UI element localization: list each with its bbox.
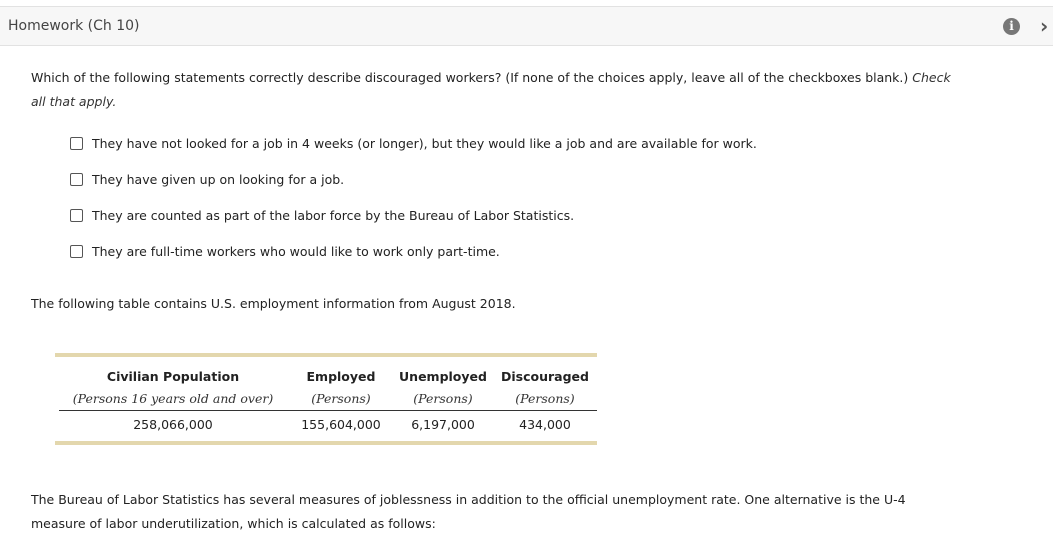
assignment-header bbox=[0, 6, 1053, 46]
col-unemployed-title: Unemployed bbox=[399, 369, 487, 384]
choice-2-label[interactable]: They have given up on looking for a job. bbox=[92, 171, 345, 187]
question-prompt: Which of the following statements correctly describe discouraged workers? (If none of the choices apply, leave all of the checkboxes blank.) bbox=[31, 70, 913, 85]
choice-3[interactable] bbox=[70, 205, 574, 225]
choice-2-checkbox[interactable] bbox=[70, 173, 83, 186]
col-civilian-subtitle: (Persons 16 years old and over) bbox=[72, 391, 274, 406]
table-header-divider bbox=[59, 410, 597, 411]
question-text bbox=[31, 66, 951, 114]
choice-2[interactable] bbox=[70, 169, 344, 189]
col-civilian-title: Civilian Population bbox=[106, 369, 240, 384]
col-unemployed-subtitle: (Persons) bbox=[413, 391, 473, 406]
assignment-title: Homework (Ch 10) bbox=[8, 18, 140, 34]
col-discouraged-title: Discouraged bbox=[501, 369, 589, 384]
u4-description: The Bureau of Labor Statistics has several measures of joblessness in addition to the official unemployment rate. One alternative is the U-4 measure of labor underutilization, which is calculated as follows: bbox=[31, 492, 906, 531]
choice-1-checkbox[interactable] bbox=[70, 137, 83, 150]
col-discouraged-subtitle: (Persons) bbox=[515, 391, 575, 406]
choice-3-checkbox[interactable] bbox=[70, 209, 83, 222]
col-employed-subtitle: (Persons) bbox=[311, 391, 371, 406]
choice-4-checkbox[interactable] bbox=[70, 245, 83, 258]
choice-3-label[interactable]: They are counted as part of the labor force by the Bureau of Labor Statistics. bbox=[92, 207, 575, 223]
choice-1-label[interactable]: They have not looked for a job in 4 weeks (or longer), but they would like a job and are available for work. bbox=[92, 135, 757, 151]
choice-4[interactable] bbox=[70, 241, 500, 261]
choice-1[interactable] bbox=[70, 133, 757, 153]
col-employed-value: 155,604,000 bbox=[301, 417, 381, 432]
choice-4-label[interactable]: They are full-time workers who would like to work only part-time. bbox=[92, 243, 500, 259]
col-discouraged-value: 434,000 bbox=[519, 417, 571, 432]
col-unemployed-value: 6,197,000 bbox=[411, 417, 475, 432]
chevron-right-icon[interactable]: › bbox=[1040, 14, 1049, 38]
info-icon[interactable]: i bbox=[1003, 18, 1020, 35]
col-employed-title: Employed bbox=[306, 369, 376, 384]
employment-table bbox=[55, 353, 597, 445]
table-intro: The following table contains U.S. employment information from August 2018. bbox=[31, 296, 516, 311]
question-instruction: Check all that apply. bbox=[31, 70, 951, 109]
col-civilian-value: 258,066,000 bbox=[133, 417, 213, 432]
